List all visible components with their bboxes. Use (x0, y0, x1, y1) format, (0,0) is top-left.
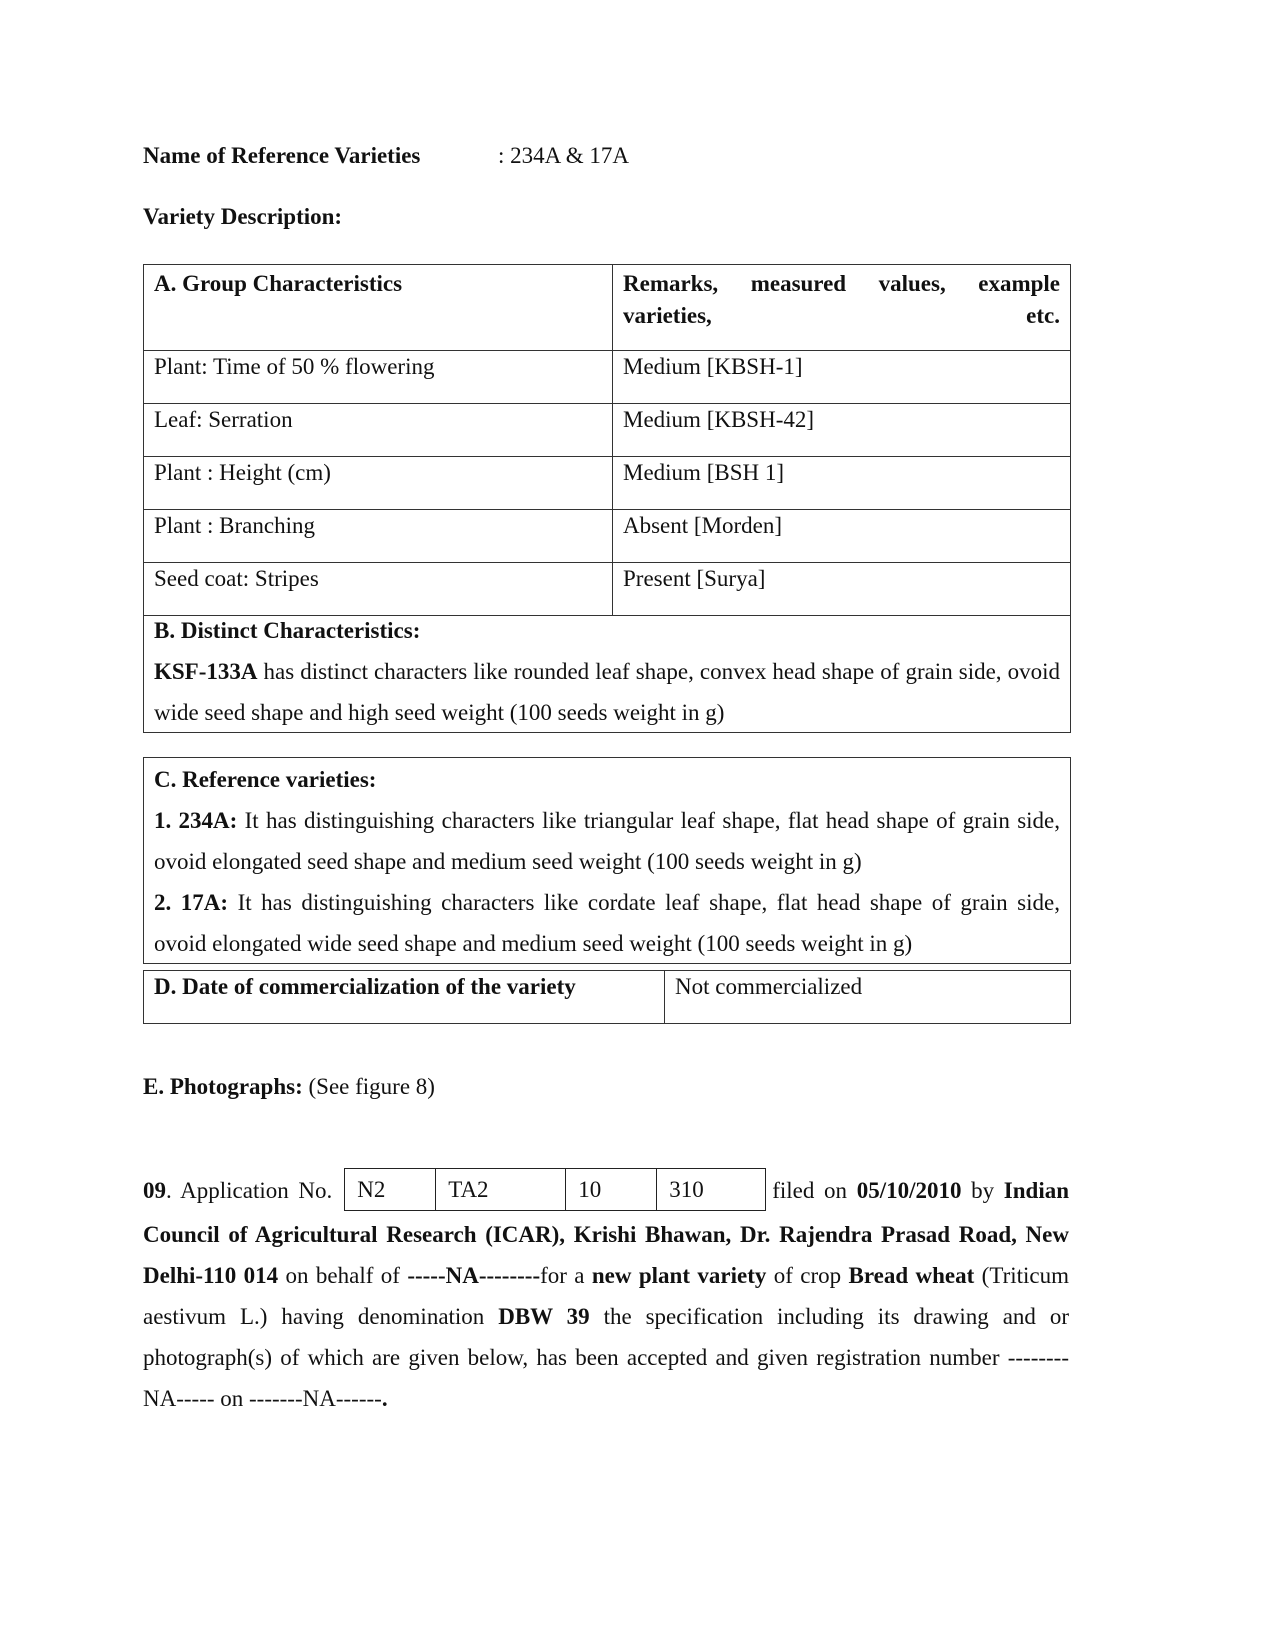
reference-variety-label: 2. 17A: (154, 890, 229, 915)
characteristic-cell: Plant : Height (cm) (144, 457, 613, 510)
on-behalf-text: on behalf of (278, 1263, 408, 1289)
distinct-characteristics-box (143, 608, 1071, 733)
table-row (144, 351, 1071, 404)
reference-varieties-line (143, 143, 629, 169)
remarks-header: Remarks, measured values, example varieties, etc. (613, 265, 1071, 351)
group-characteristics-table (143, 264, 1071, 616)
reference-varieties-title: C. Reference varieties: (154, 767, 377, 792)
distinct-characteristics-title: B. Distinct Characteristics: (154, 618, 421, 643)
application-box: N2 (345, 1169, 436, 1211)
reference-variety-item (154, 882, 1060, 964)
remark-cell: Medium [KBSH-42] (613, 404, 1071, 457)
species-text: (Triticum aestivum L.) having denomination (143, 1263, 1070, 1330)
table-header-row (144, 265, 1071, 351)
reference-variety-text: It has distinguishing characters like triangular leaf shape, flat head shape of grain side, ovoid elongated seed shape and medium seed weight (100 seeds weight in g) (154, 808, 1060, 874)
on-behalf-value: -----NA-------- (407, 1263, 541, 1289)
application-number-boxes (344, 1168, 766, 1211)
table-row (144, 971, 1071, 1024)
by-text: by (961, 1178, 1004, 1203)
reference-varieties-value: : 234A & 17A (498, 143, 629, 168)
candidate-variety-name: KSF-133A (154, 659, 258, 684)
table-row (144, 404, 1071, 457)
commercialization-table (143, 970, 1071, 1024)
variety-description-title: Variety Description: (143, 204, 343, 229)
table-row (144, 457, 1071, 510)
of-crop-text: of crop (766, 1263, 849, 1289)
application-box: TA2 (436, 1169, 566, 1211)
characteristic-cell: Plant: Time of 50 % flowering (144, 351, 613, 404)
new-variety-text: new plant variety (591, 1263, 767, 1289)
end-punctuation: . (381, 1386, 388, 1412)
photographs-line (143, 1074, 435, 1100)
table-row (144, 510, 1071, 563)
reference-variety-item (154, 800, 1060, 882)
remark-cell: Medium [KBSH-1] (613, 351, 1071, 404)
applicant-name: Indian Council of Agricultural Research (ICAR), Krishi Bhawan, Dr. Rajendra Prasad Road, New Delhi-110 014 (143, 1178, 1069, 1289)
filed-on-text: filed on (772, 1178, 857, 1203)
application-paragraph (143, 1170, 1069, 1419)
item-number: 09 (143, 1178, 166, 1203)
characteristic-cell: Plant : Branching (144, 510, 613, 563)
crop-name: Bread wheat (848, 1263, 975, 1289)
remark-cell: Present [Surya] (613, 563, 1071, 616)
application-no-label: . Application No. (166, 1178, 333, 1203)
photographs-label: E. Photographs: (143, 1074, 303, 1099)
application-box: 10 (566, 1169, 657, 1211)
distinct-characteristics-text (154, 651, 1060, 733)
reference-varieties-label: Name of Reference Varieties (143, 143, 421, 168)
characteristic-cell: Seed coat: Stripes (144, 563, 613, 616)
denomination: DBW 39 (498, 1304, 590, 1330)
application-box: 310 (657, 1169, 766, 1211)
group-characteristics-header: A. Group Characteristics (144, 265, 613, 351)
remark-cell: Absent [Morden] (613, 510, 1071, 563)
filed-date: 05/10/2010 (856, 1178, 962, 1203)
reference-varieties-box (143, 757, 1071, 964)
for-a-text: for a (540, 1263, 592, 1289)
characteristic-cell: Leaf: Serration (144, 404, 613, 457)
reference-variety-label: 1. 234A: (154, 808, 238, 833)
commercialization-value: Not commercialized (665, 971, 1071, 1024)
reference-variety-text: It has distinguishing characters like cordate leaf shape, flat head shape of grain side, ovoid elongated wide seed shape and medium seed weight (100 seeds weight in g) (154, 890, 1060, 956)
distinct-characteristics-body: has distinct characters like rounded leaf shape, convex head shape of grain side, ovoid wide seed shape and high seed weight (100 seeds weight in g) (154, 659, 1060, 725)
registration-text: the specification including its drawing and or photograph(s) of which are given below, has been accepted and given registration number --------NA----- on -------NA------ (143, 1304, 1069, 1412)
remark-cell: Medium [BSH 1] (613, 457, 1071, 510)
commercialization-label: D. Date of commercialization of the variety (144, 971, 665, 1024)
photographs-reference: (See figure 8) (302, 1074, 435, 1099)
